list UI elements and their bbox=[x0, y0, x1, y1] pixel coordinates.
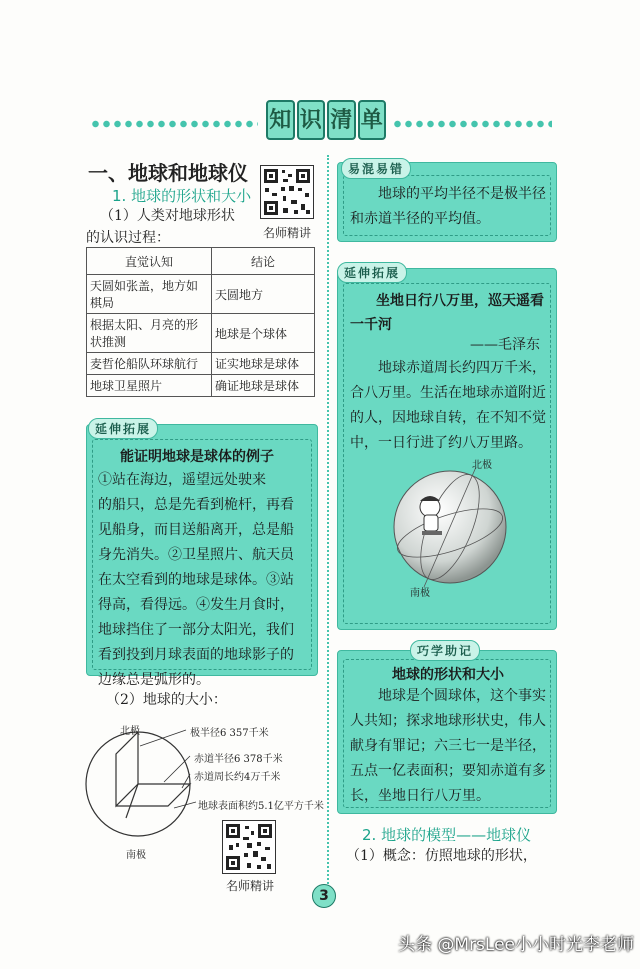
north-pole-label: 北极 bbox=[472, 460, 492, 471]
card-line: 献身有罪记；六三七一是半径， bbox=[350, 738, 546, 754]
banner-char: 单 bbox=[358, 100, 387, 140]
table-cell: 证实地球是球体 bbox=[212, 353, 315, 375]
knowledge-table bbox=[86, 247, 315, 397]
diagram-label: 极半径6 357千米 bbox=[190, 728, 269, 739]
card-line: 的船只，总是先看到桅杆，再看 bbox=[98, 497, 294, 513]
banner-char: 清 bbox=[327, 100, 356, 140]
card-tag: 延伸拓展 bbox=[337, 262, 407, 283]
north-pole-label: 北极 bbox=[120, 726, 140, 737]
card-body bbox=[350, 182, 550, 232]
card-body bbox=[98, 468, 312, 693]
diagram-label: 地球表面积约5.1亿平方千米 bbox=[198, 801, 324, 812]
paragraph-line: 的认识过程： bbox=[86, 230, 170, 246]
south-pole-label: 南极 bbox=[126, 850, 146, 861]
subsection-title: 2. 地球的模型——地球仪 bbox=[362, 826, 532, 844]
table-row bbox=[87, 353, 315, 375]
section-banner bbox=[266, 100, 386, 140]
card-title: 坐地日行八万里，巡天遥看 bbox=[376, 293, 544, 309]
diagram-label: 赤道半径6 378千米 bbox=[194, 754, 283, 765]
table-cell: 天圆地方 bbox=[212, 275, 315, 314]
card-line: 地球挡住了一部分太阳光，我们 bbox=[98, 622, 294, 638]
table-row bbox=[87, 275, 315, 314]
table-cell: 地球卫星照片 bbox=[87, 375, 212, 397]
paragraph-line: （1）人类对地球形状 bbox=[100, 208, 235, 224]
table-cell: 麦哲伦船队环球航行 bbox=[87, 353, 212, 375]
card-line: 和赤道半径的平均值。 bbox=[350, 211, 490, 227]
card-line: 看到投到月球表面的地球影子的 bbox=[98, 647, 294, 663]
page-number: 3 bbox=[312, 884, 336, 908]
table-cell: 地球是个球体 bbox=[212, 314, 315, 353]
table-header: 直觉认知 bbox=[87, 248, 212, 275]
table-row bbox=[87, 375, 315, 397]
card-line: 五点一亿表面积；要知赤道有多 bbox=[350, 763, 546, 779]
card-tag: 巧学助记 bbox=[410, 640, 480, 661]
section-title: 一、地球和地球仪 bbox=[88, 161, 248, 185]
watermark: 头条 @MrsLee小小时光李老师 bbox=[398, 935, 635, 955]
qr-code[interactable] bbox=[260, 165, 314, 219]
card-tag: 易混易错 bbox=[341, 158, 411, 179]
card-line: ①站在海边，遥望远处驶来 bbox=[98, 472, 266, 488]
earth-size-diagram bbox=[78, 718, 328, 858]
card-line: 地球是个圆球体，这个事实 bbox=[378, 688, 546, 704]
qr-code[interactable] bbox=[222, 820, 276, 874]
card-line: 长，坐地日行八万里。 bbox=[350, 788, 490, 804]
dotted-rule-right bbox=[392, 120, 552, 128]
card-line: 地球赤道周长约四万千米， bbox=[378, 360, 546, 376]
card-title: 地球的形状和大小 bbox=[392, 667, 504, 683]
poem-author: ——毛泽东 bbox=[470, 337, 540, 353]
south-pole-label: 南极 bbox=[410, 588, 430, 599]
qr-caption: 名师精讲 bbox=[263, 226, 312, 240]
card-line: 地球的平均半径不是极半径 bbox=[378, 186, 546, 202]
paragraph-line: （1）概念：仿照地球的形状， bbox=[346, 848, 537, 864]
table-cell: 天圆如张盖，地方如棋局 bbox=[87, 275, 212, 314]
diagram-label: 赤道周长约4万千米 bbox=[194, 772, 281, 783]
card-line: 人共知；探求地球形状史，伟人 bbox=[350, 713, 546, 729]
table-cell: 根据太阳、月亮的形状推测 bbox=[87, 314, 212, 353]
card-line: 合八万里。生活在地球赤道附近 bbox=[350, 385, 546, 401]
card-line: 见船身，而目送船离开，总是船 bbox=[98, 522, 294, 538]
table-row bbox=[87, 314, 315, 353]
banner-char: 知 bbox=[266, 100, 295, 140]
card-title: 一千河 bbox=[350, 317, 392, 333]
card-line: 得高，看得远。④发生月食时， bbox=[98, 597, 294, 613]
dotted-rule-left bbox=[90, 120, 258, 128]
subsection-title: 1. 地球的形状和大小 bbox=[112, 187, 252, 205]
table-header: 结论 bbox=[212, 248, 315, 275]
globe-illustration bbox=[380, 455, 520, 595]
qr-caption: 名师精讲 bbox=[226, 879, 275, 893]
card-line: 中，一日行进了约八万里路。 bbox=[350, 435, 532, 451]
card-title: 能证明地球是球体的例子 bbox=[120, 449, 274, 465]
banner-char: 识 bbox=[297, 100, 326, 140]
card-body bbox=[350, 356, 550, 456]
card-body bbox=[350, 684, 550, 809]
card-line: 身先消失。②卫星照片、航天员 bbox=[98, 547, 294, 563]
card-line: 边缘总是弧形的。 bbox=[98, 672, 210, 688]
card-line: 的人，因地球自转，在不知不觉 bbox=[350, 410, 546, 426]
card-tag: 延伸拓展 bbox=[88, 418, 158, 439]
paragraph-line: （2）地球的大小： bbox=[106, 692, 227, 708]
card-line: 在太空看到的地球是球体。③站 bbox=[98, 572, 294, 588]
table-cell: 确证地球是球体 bbox=[212, 375, 315, 397]
